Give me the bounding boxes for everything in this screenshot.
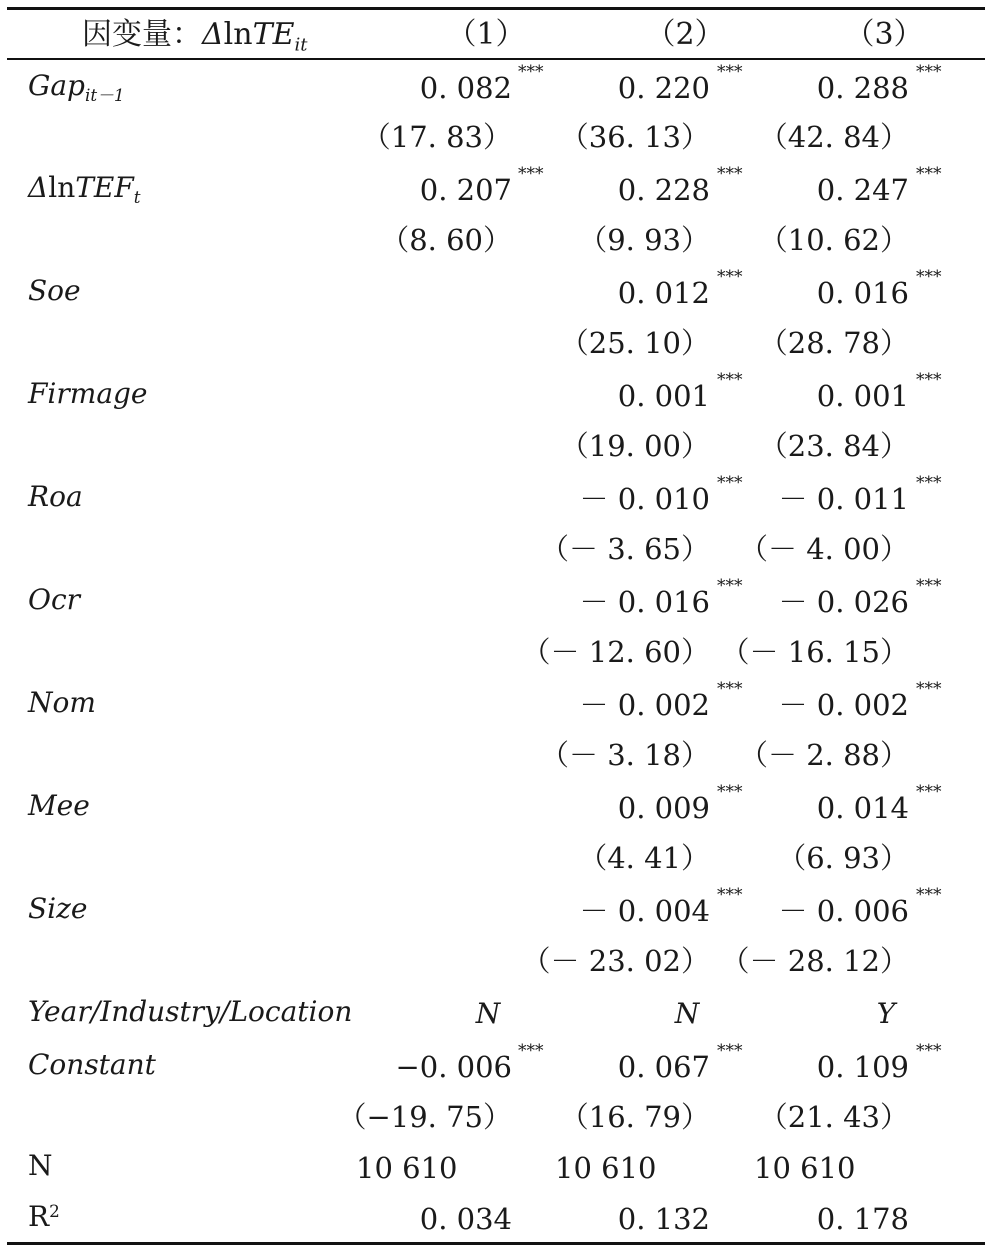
row-label-gap: Gap$_{it-1}$: [28, 69, 125, 105]
stars-soe-3: ***: [916, 267, 942, 287]
header-dependent-variable: [82, 15, 308, 55]
table-row-tef-t: [0, 215, 992, 265]
header-label-cjk: 因变量: [82, 17, 172, 52]
row-label-nom: Nom: [28, 686, 96, 719]
table-row-soe: [0, 268, 992, 318]
row-label-constant: Constant: [28, 1048, 156, 1081]
stars-constant-1: ***: [518, 1041, 544, 1061]
coef-constant-1: −0. 006: [395, 1050, 512, 1084]
fixed-effects-2: N: [674, 997, 700, 1030]
table-row-roa: [0, 474, 992, 524]
coef-gap-2: 0. 220: [617, 71, 710, 105]
stars-mee-2: ***: [717, 782, 743, 802]
table-row-roa-t: [0, 524, 992, 574]
header-col-3: （3）: [844, 17, 924, 52]
coef-ocr-3: － 0. 026: [778, 585, 909, 619]
coef-soe-2: 0. 012: [617, 276, 710, 310]
fixed-effects-3: Y: [876, 997, 896, 1030]
tstat-gap-3: （42. 84）: [758, 120, 909, 154]
coef-size-3: － 0. 006: [778, 894, 909, 928]
table-row-gap: [0, 63, 992, 113]
tstat-firmage-3: （23. 84）: [758, 429, 909, 463]
coef-size-2: － 0. 004: [579, 894, 710, 928]
row-label-ocr: Ocr: [28, 583, 81, 616]
tstat-gap-1: （17. 83）: [361, 120, 512, 154]
row-label-fixed-effects: Year/Industry/Location: [28, 995, 353, 1028]
stars-nom-3: ***: [916, 679, 942, 699]
table-top-rule: [7, 7, 985, 10]
coef-firmage-2: 0. 001: [617, 379, 710, 413]
coef-roa-2: － 0. 010: [579, 482, 710, 516]
tstat-nom-2: （－ 3. 18）: [539, 738, 710, 772]
table-row-constant: [0, 1042, 992, 1092]
table-row-firmage: [0, 371, 992, 421]
stars-size-2: ***: [717, 885, 743, 905]
stars-mee-3: ***: [916, 782, 942, 802]
header-label-delta: Δ: [202, 17, 224, 52]
header-col-2: （2）: [645, 17, 725, 52]
tstat-roa-3: （－ 4. 00）: [738, 532, 909, 566]
row-label-firmage: Firmage: [28, 377, 148, 410]
stars-gap-3: ***: [916, 62, 942, 82]
table-row-tef: [0, 165, 992, 215]
stars-soe-2: ***: [717, 267, 743, 287]
header-label-sub: it: [294, 34, 308, 56]
row-label-roa: Roa: [28, 480, 83, 513]
tstat-tef-1: （8. 60）: [380, 223, 512, 257]
tstat-gap-2: （36. 13）: [559, 120, 710, 154]
tstat-ocr-3: （－ 16. 15）: [720, 635, 909, 669]
tstat-constant-1: （−19. 75）: [337, 1100, 512, 1134]
coef-soe-3: 0. 016: [816, 276, 909, 310]
r2-1: 0. 034: [419, 1202, 512, 1236]
table-row-soe-t: [0, 318, 992, 368]
n-1: 10 610: [356, 1151, 458, 1185]
n-3: 10 610: [754, 1151, 856, 1185]
table-row-ocr: [0, 577, 992, 627]
row-label-r2: $R^2$: [28, 1200, 60, 1233]
table-row-r2: [0, 1194, 992, 1244]
tstat-soe-2: （25. 10）: [559, 326, 710, 360]
stars-constant-3: ***: [916, 1041, 942, 1061]
table-header-rule: [7, 58, 985, 60]
coef-mee-3: 0. 014: [816, 791, 909, 825]
coef-constant-2: 0. 067: [617, 1050, 710, 1084]
stars-gap-1: ***: [518, 62, 544, 82]
tstat-mee-3: （6. 93）: [777, 841, 909, 875]
stars-gap-2: ***: [717, 62, 743, 82]
table-row-gap-t: [0, 112, 992, 162]
table-row-firmage-t: [0, 421, 992, 471]
table-row-mee: [0, 783, 992, 833]
coef-tef-2: 0. 228: [617, 173, 710, 207]
table-row-nom-t: [0, 730, 992, 780]
table-row-ocr-t: [0, 627, 992, 677]
header-label-colon: ：: [172, 17, 202, 52]
stars-constant-2: ***: [717, 1041, 743, 1061]
coef-ocr-2: － 0. 016: [579, 585, 710, 619]
r2-2: 0. 132: [617, 1202, 710, 1236]
stars-roa-2: ***: [717, 473, 743, 493]
row-label-soe: Soe: [28, 274, 81, 307]
tstat-tef-3: （10. 62）: [758, 223, 909, 257]
tstat-firmage-2: （19. 00）: [559, 429, 710, 463]
coef-constant-3: 0. 109: [816, 1050, 909, 1084]
stars-firmage-3: ***: [916, 370, 942, 390]
stars-nom-2: ***: [717, 679, 743, 699]
tstat-nom-3: （－ 2. 88）: [738, 738, 909, 772]
r2-3: 0. 178: [816, 1202, 909, 1236]
stars-tef-3: ***: [916, 164, 942, 184]
header-col-1: （1）: [446, 17, 526, 52]
table-row-constant-t: [0, 1092, 992, 1142]
tstat-mee-2: （4. 41）: [578, 841, 710, 875]
stars-roa-3: ***: [916, 473, 942, 493]
tstat-size-3: （－ 28. 12）: [720, 944, 909, 978]
row-label-mee: Mee: [28, 789, 90, 822]
coef-nom-2: － 0. 002: [579, 688, 710, 722]
table-row-size: [0, 886, 992, 936]
tstat-constant-2: （16. 79）: [559, 1100, 710, 1134]
table-row-mee-t: [0, 833, 992, 883]
table-row-n: [0, 1143, 992, 1193]
stars-tef-1: ***: [518, 164, 544, 184]
table-row-size-t: [0, 936, 992, 986]
coef-gap-3: 0. 288: [816, 71, 909, 105]
fixed-effects-1: N: [475, 997, 501, 1030]
row-label-n: N: [28, 1149, 53, 1182]
tstat-constant-3: （21. 43）: [758, 1100, 909, 1134]
coef-tef-1: 0. 207: [419, 173, 512, 207]
tstat-size-2: （－ 23. 02）: [521, 944, 710, 978]
stars-tef-2: ***: [717, 164, 743, 184]
row-label-size: Size: [28, 892, 88, 925]
tstat-roa-2: （－ 3. 65）: [539, 532, 710, 566]
stars-firmage-2: ***: [717, 370, 743, 390]
tstat-soe-3: （28. 78）: [758, 326, 909, 360]
coef-gap-1: 0. 082: [419, 71, 512, 105]
n-2: 10 610: [555, 1151, 657, 1185]
tstat-tef-2: （9. 93）: [578, 223, 710, 257]
header-label-ln: ln: [223, 17, 253, 52]
table-row-fixed-effects: [0, 989, 992, 1039]
stars-ocr-2: ***: [717, 576, 743, 596]
row-label-tef: ΔlnTEF$_t$: [28, 171, 141, 207]
coef-firmage-3: 0. 001: [816, 379, 909, 413]
stars-size-3: ***: [916, 885, 942, 905]
coef-nom-3: － 0. 002: [778, 688, 909, 722]
coef-tef-3: 0. 247: [816, 173, 909, 207]
tstat-ocr-2: （－ 12. 60）: [521, 635, 710, 669]
coef-mee-2: 0. 009: [617, 791, 710, 825]
table-row-nom: [0, 680, 992, 730]
coef-roa-3: － 0. 011: [778, 482, 909, 516]
header-label-var: TE: [252, 17, 295, 52]
stars-ocr-3: ***: [916, 576, 942, 596]
